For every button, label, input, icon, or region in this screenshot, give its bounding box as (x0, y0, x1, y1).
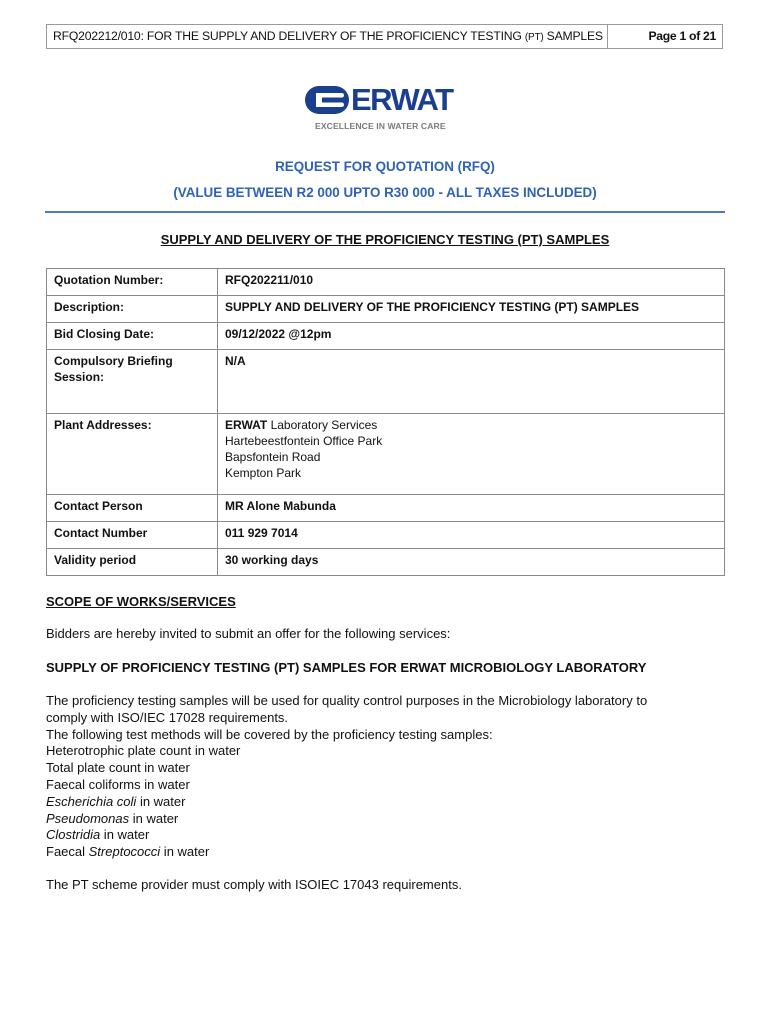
test-method-item: Pseudomonas in water (46, 810, 179, 826)
table-row (47, 549, 725, 576)
scope-intro: Bidders are hereby invited to submit an offer for the following services: (46, 626, 451, 641)
quotation-number-label: Quotation Number: (47, 269, 218, 296)
quotation-number-value: RFQ202211/010 (218, 269, 725, 296)
test-method-item: Clostridia in water (46, 827, 150, 843)
spacer (46, 861, 726, 877)
table-row (47, 296, 725, 323)
table-row (47, 323, 725, 350)
document-header (46, 24, 723, 49)
contact-person-label: Contact Person (47, 495, 218, 522)
test-method-item: Heterotrophic plate count in water (46, 743, 241, 759)
rfq-title: REQUEST FOR QUOTATION (RFQ) (275, 159, 495, 174)
description-label: Description: (47, 296, 218, 323)
logo-wordmark: ERWAT (351, 82, 453, 117)
table-row (47, 495, 725, 522)
logo-tagline: EXCELLENCE IN WATER CARE (315, 121, 446, 131)
validity-value: 30 working days (218, 549, 725, 576)
scope-subheading: SUPPLY OF PROFICIENCY TESTING (PT) SAMPLES FOR ERWAT MICROBIOLOGY LABORATORY (46, 660, 647, 675)
scope-paragraph-line: The proficiency testing samples will be used for quality control purposes in the Microbiology laboratory to (46, 693, 648, 708)
plant-addresses-value: ERWAT Laboratory Services Hartebeestfontein Office Park Bapsfontein Road Kempton Park (218, 414, 725, 495)
reference-title: RFQ202212/010: FOR THE SUPPLY AND DELIVERY OF THE PROFICIENCY TESTING (PT) SAMPLES (53, 29, 603, 43)
scope-paragraph-line: The following test methods will be covered by the proficiency testing samples: (46, 726, 493, 742)
table-row (47, 522, 725, 549)
table-row (47, 269, 725, 296)
page-number: Page 1 of 21 (607, 25, 722, 48)
erwat-logo-icon (305, 86, 351, 116)
document-subject: SUPPLY AND DELIVERY OF THE PROFICIENCY TESTING (PT) SAMPLES (160, 232, 610, 247)
bid-closing-value: 09/12/2022 @12pm (218, 323, 725, 350)
test-method-item: Faecal coliforms in water (46, 776, 190, 792)
contact-number-label: Contact Number (47, 522, 218, 549)
scope-closing: The PT scheme provider must comply with ISOIEC 17043 requirements. (46, 876, 462, 892)
table-row (47, 350, 725, 414)
bid-closing-label: Bid Closing Date: (47, 323, 218, 350)
title-divider (45, 211, 725, 213)
plant-addresses-label: Plant Addresses: (47, 414, 218, 495)
rfq-value-range: (VALUE BETWEEN R2 000 UPTO R30 000 - ALL TAXES INCLUDED) (173, 185, 597, 200)
briefing-value: N/A (218, 350, 725, 414)
validity-label: Validity period (47, 549, 218, 576)
table-row (47, 414, 725, 495)
scope-paragraph-line: comply with ISO/IEC 17028 requirements. (46, 709, 289, 725)
scope-heading: SCOPE OF WORKS/SERVICES (46, 594, 236, 609)
contact-person-value: MR Alone Mabunda (218, 495, 725, 522)
erwat-logo (305, 84, 470, 134)
contact-number-value: 011 929 7014 (218, 522, 725, 549)
scope-body (46, 693, 726, 894)
description-value: SUPPLY AND DELIVERY OF THE PROFICIENCY TESTING (PT) SAMPLES (218, 296, 725, 323)
test-method-item: Escherichia coli in water (46, 793, 186, 809)
briefing-label: Compulsory Briefing Session: (47, 350, 218, 414)
test-method-item: Total plate count in water (46, 760, 190, 776)
rfq-details-table (46, 268, 725, 576)
test-method-item: Faecal Streptococci in water (46, 844, 210, 860)
